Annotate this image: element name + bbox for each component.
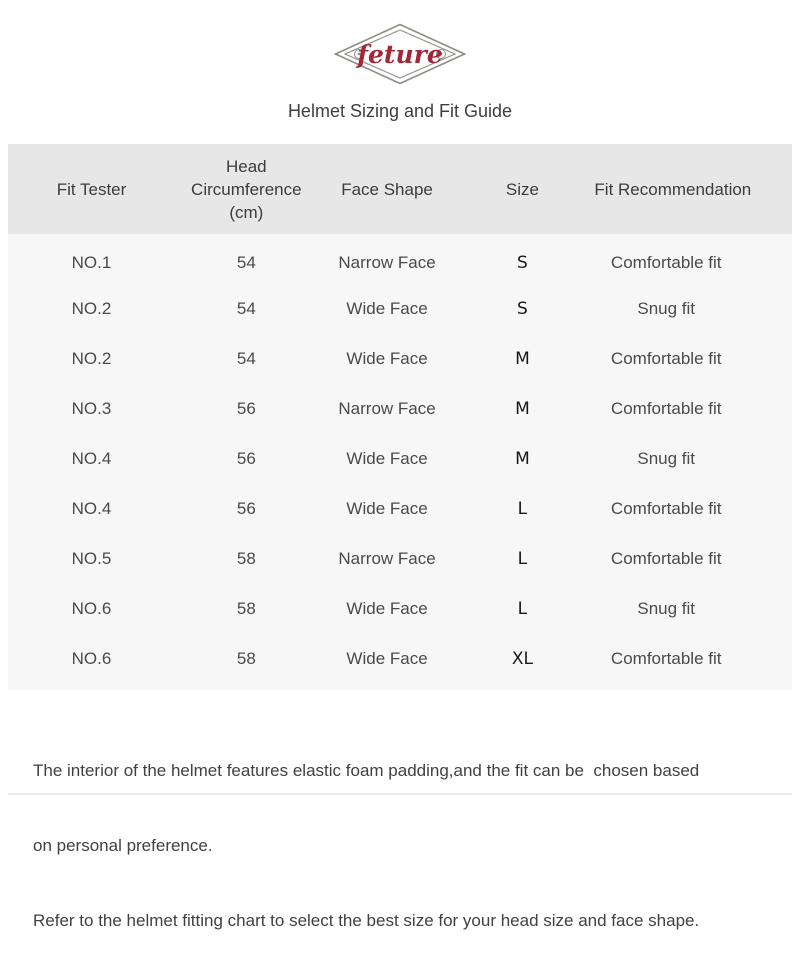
cell-fit-tester: NO.2 (71, 299, 112, 318)
cell-size: S (517, 253, 528, 273)
bottom-divider (8, 793, 792, 795)
cell-head-circumference: 58 (236, 549, 256, 568)
fit-note-line: on personal preference. (33, 836, 213, 855)
fit-note-line: The interior of the helmet features elastic foam padding,and the fit can be chosen based (33, 761, 700, 780)
cell-face-shape: Narrow Face (338, 549, 436, 568)
cell-fit-tester: NO.6 (71, 599, 112, 618)
cell-size: M (515, 399, 530, 419)
cell-fit-tester: NO.6 (71, 649, 112, 668)
cell-fit-recommendation: Snug fit (637, 599, 696, 618)
sizing-table (8, 144, 792, 684)
table-row (8, 534, 792, 584)
cell-head-circumference: 58 (236, 599, 256, 618)
col-header-face-shape: Face Shape (341, 179, 433, 199)
cell-head-circumference: 58 (236, 649, 256, 668)
cell-face-shape: Narrow Face (338, 399, 436, 418)
cell-fit-tester: NO.5 (71, 549, 112, 568)
col-header-head-circumference: Head Circumference (cm) (191, 156, 302, 222)
page-title: Helmet Sizing and Fit Guide (287, 101, 513, 121)
cell-face-shape: Wide Face (346, 349, 428, 368)
cell-head-circumference: 54 (236, 349, 256, 368)
table-row (8, 234, 792, 284)
cell-size: L (517, 549, 528, 569)
cell-fit-recommendation: Comfortable fit (610, 399, 722, 418)
cell-face-shape: Wide Face (346, 449, 428, 468)
cell-fit-recommendation: Comfortable fit (610, 649, 722, 668)
table-header-row (8, 144, 792, 234)
cell-face-shape: Narrow Face (338, 253, 436, 272)
cell-fit-tester: NO.4 (71, 449, 112, 468)
cell-fit-recommendation: Snug fit (637, 449, 696, 468)
fit-notes (33, 708, 772, 958)
cell-head-circumference: 56 (236, 449, 256, 468)
brand-name: feture (357, 40, 443, 69)
cell-head-circumference: 56 (236, 399, 256, 418)
cell-fit-recommendation: Comfortable fit (610, 499, 722, 518)
table-row (8, 384, 792, 434)
cell-size: XL (511, 649, 533, 669)
cell-face-shape: Wide Face (346, 299, 428, 318)
col-header-size: Size (505, 179, 539, 199)
table-row (8, 284, 792, 334)
cell-fit-tester: NO.4 (71, 499, 112, 518)
table-row (8, 634, 792, 684)
cell-fit-tester: NO.2 (71, 349, 112, 368)
cell-fit-recommendation: Comfortable fit (610, 349, 722, 368)
cell-fit-recommendation: Comfortable fit (610, 253, 722, 272)
fit-note-line: Refer to the helmet fitting chart to select the best size for your head size and face shape. (33, 911, 700, 930)
table-row (8, 484, 792, 534)
table-row (8, 434, 792, 484)
cell-size: M (515, 349, 530, 369)
brand-logo (0, 0, 800, 90)
cell-face-shape: Wide Face (346, 499, 428, 518)
cell-size: M (515, 449, 530, 469)
cell-fit-recommendation: Comfortable fit (610, 549, 722, 568)
cell-head-circumference: 54 (236, 299, 256, 318)
cell-size: S (517, 299, 528, 319)
cell-face-shape: Wide Face (346, 649, 428, 668)
cell-fit-recommendation: Snug fit (637, 299, 696, 318)
col-header-fit-recommendation: Fit Recommendation (594, 179, 752, 199)
cell-size: L (517, 499, 528, 519)
table-row (8, 334, 792, 384)
cell-face-shape: Wide Face (346, 599, 428, 618)
cell-fit-tester: NO.3 (71, 399, 112, 418)
cell-fit-tester: NO.1 (71, 253, 112, 272)
cell-head-circumference: 56 (236, 499, 256, 518)
col-header-fit-tester: Fit Tester (56, 179, 127, 199)
table-row (8, 584, 792, 634)
cell-size: L (517, 599, 528, 619)
sizing-table-card (8, 144, 792, 690)
diamond-logo-icon (334, 23, 466, 85)
cell-head-circumference: 54 (236, 253, 256, 272)
